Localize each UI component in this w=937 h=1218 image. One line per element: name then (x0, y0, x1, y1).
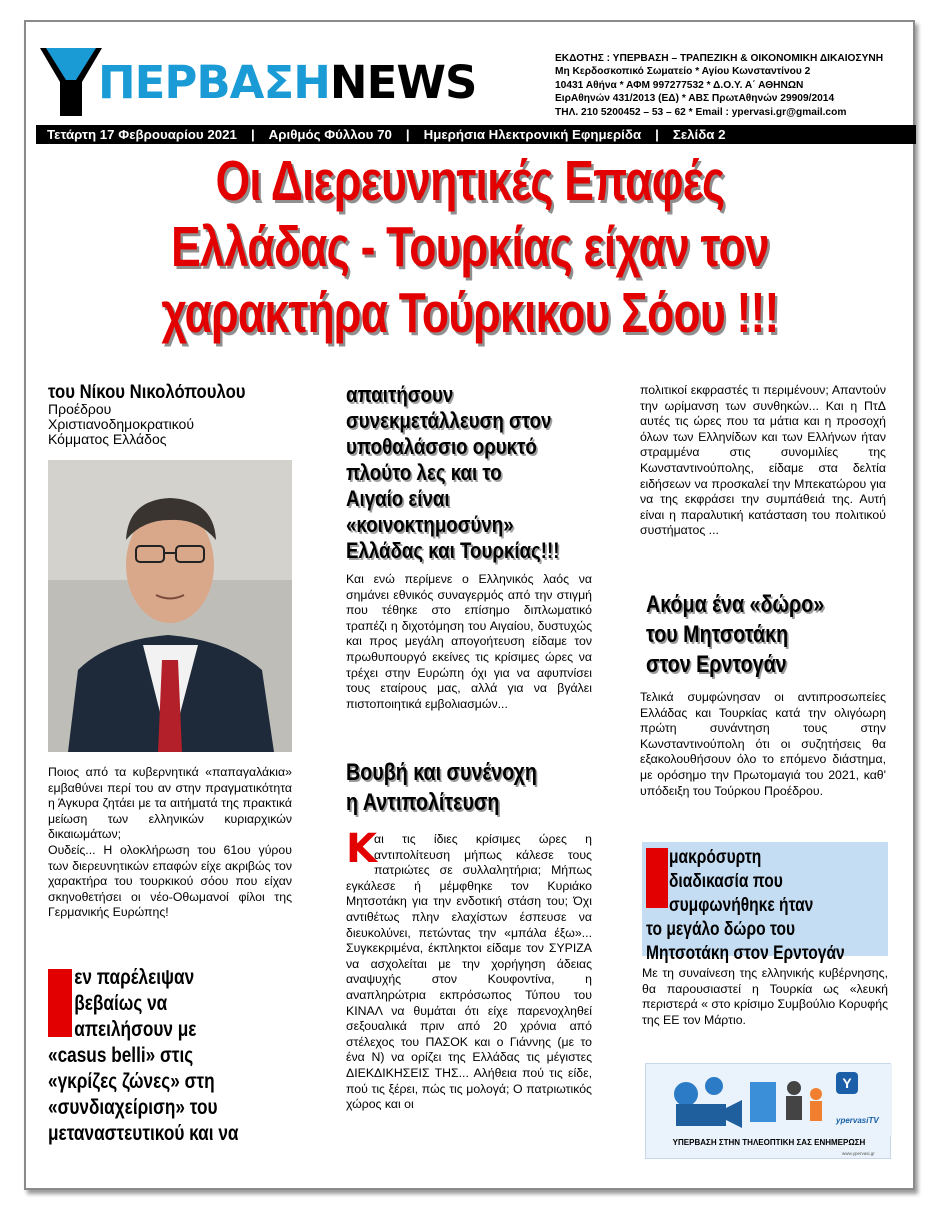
col3-body-1: πολιτικοί εκφραστές τι περιμένουν; Απαντούν την ωρίμανση των συνθηκών... Και η ΠτΔ αυτές τις ώρες που τα μάτια και η προσοχή όλων των Ελληνίδων και των Ελλήνων ήταν στραμμένα στις συνομιλίες της Κωνσταντινούπολης, είδαμε στα δελτία ειδήσεων να προσκαλεί την Μπεκατώρου για να της εκφράσει την συμπάθειά της. Αυτή είναι η παραλυτική κατάσταση του πολιτικού συστήματος ... (640, 383, 886, 538)
publisher-line: ΕιρΑθηνών 431/2013 (ΕΔ) * ΑΒΣ ΠρωτΑθηνών 29909/2014 (555, 93, 835, 105)
col2-subheading (346, 758, 537, 818)
publisher-line: 10431 Αθήνα * ΑΦΜ 997277532 * Δ.Ο.Υ. Α΄ ΑΘΗΝΩΝ (555, 79, 804, 91)
subheading-line: Βουβή και συνένοχη (346, 759, 537, 786)
heading-line: Ελλάδας και Τουρκίας!!! (346, 538, 560, 563)
publisher-line: Μη Κερδοσκοπικό Σωματείο * Αγίου Κωνσταντίνου 2 (555, 66, 811, 78)
heading-line: συνεκμετάλλευση στον (346, 408, 552, 433)
paragraph: Ουδείς... Η ολοκλήρωση του 61ου γύρου των διερευνητικών επαφών είχε ακριβώς τον χαρακτήρα του τουρκικού σόου που είχαν σκηνοθετήσει οι νέο-Οθωμανοί φίλοι της Γερμανικής Ευρώπης! (48, 842, 292, 920)
author-title-line: Χριστιανοδημοκρατικού (48, 416, 194, 432)
headline-line: Ελλάδας - Τουρκίας είχαν τον (171, 215, 769, 279)
page-number: Σελίδα 2 (672, 127, 726, 142)
promo-url: www.ypervasi.gr (842, 1151, 875, 1156)
col3-subheading (646, 590, 824, 680)
heading-line: Αιγαίο είναι (346, 486, 450, 511)
publisher-info (555, 52, 905, 119)
dropcap-line: μεταναστευτικού και να (48, 1122, 239, 1145)
issue-type: Ημερήσια Ηλεκτρονική Εφημερίδα (423, 127, 642, 142)
author-photo (48, 460, 292, 752)
logo-y-icon (36, 44, 106, 116)
col3-body-2: Τελικά συμφώνησαν οι αντιπροσωπείες Ελλάδας και Τουρκίας κατά την ολιγόωρη πρώτη συνάντηση τους στην Κωνσταντινούπολη ότι οι συζητήσεις θα εξακολουθήσουν όλο το επόμενο διάστημα, με ορόσημο την Πρωτομαγιά του 2021, καθ' υπόδειξη του Τούρκου Προέδρου. (640, 690, 886, 798)
dropcap-line: «συνδιαχείριση» του (48, 1096, 218, 1119)
heading-line: υποθαλάσσιο ορυκτό (346, 434, 537, 459)
promo-illustration-icon (646, 1064, 892, 1136)
heading-line: «κοινοκτημοσύνη» (346, 512, 514, 537)
headline-line: χαρακτήρα Τούρκικου Σόου !!! (161, 281, 779, 345)
publisher-line: ΤΗΛ. 210 5200452 – 53 – 62 * Email : ypervasi.gr@gmail.com (555, 106, 847, 118)
col3-body-3: Με τη συναίνεση της ελληνικής κυβέρνησης, θα παρουσιαστεί η Τουρκία ως «λευκή περιστερά « στο κρίσιμο Συμβούλιο Κορυφής της ΕΕ τον Μάρτιο. (642, 966, 888, 1027)
promo-brand: ypervasiTV (836, 1116, 879, 1125)
publisher-line: ΕΚΔΟΤΗΣ : ΥΠΕΡΒΑΣΗ – ΤΡΑΠΕΖΙΚΗ & ΟΙΚΟΝΟΜΙΚΗ ΔΙΚΑΙΟΣΥΝΗ (555, 53, 884, 64)
separator: | (250, 127, 255, 142)
subheading-line: η Αντιπολίτευση (346, 789, 500, 816)
headline-line: Οι Διερευνητικές Επαφές (215, 149, 725, 213)
separator: | (405, 127, 410, 142)
callout-line: το μεγάλο δώρο του (646, 919, 796, 940)
issue-date: Τετάρτη 17 Φεβρουαρίου 2021 (47, 127, 237, 142)
subheading-line: Ακόμα ένα «δώρο» (646, 591, 825, 618)
logo-news-text: NEWS (329, 56, 477, 109)
callout-text (646, 846, 845, 966)
author-title-line: Κόμματος Ελλάδος (48, 431, 167, 447)
callout-line: διαδικασία που (668, 871, 783, 892)
heading-line: απαιτήσουν (346, 382, 454, 407)
author-title (48, 402, 194, 447)
separator: | (655, 127, 659, 142)
callout-line: μακρόσυρτη (668, 847, 762, 868)
author-title-line: Προέδρου (48, 401, 112, 417)
col2-body-2 (346, 826, 592, 1113)
paragraph: Ποιος από τα κυβερνητικά «παπαγαλάκια» εμβαθύνει περί του αν στην πραγματικότητα η Άγκυρα ζητάει με τα αιτήματά της πρακτικά μείωση των ελληνικών κυριαρχικών δικαιωμάτων; (48, 765, 292, 842)
issue-info-bar (36, 125, 916, 144)
issue-number: Αριθμός Φύλλου 70 (268, 127, 392, 142)
heading-line: πλούτο λες και το (346, 460, 502, 485)
callout-line: Μητσοτάκη στον Ερντογάν (646, 943, 845, 964)
subheading-line: στον Ερντογάν (646, 651, 787, 678)
promo-caption: ΥΠΕΡΒΑΣΗ ΣΤΗΝ ΤΗΛΕΟΠΤΙΚΗ ΣΑΣ ΕΝΗΜΕΡΩΣΗ (672, 1138, 866, 1147)
subheading-line: του Μητσοτάκη (646, 621, 789, 648)
dropcap-text (48, 965, 294, 1147)
main-headline (127, 148, 813, 346)
dropcap-letter: Κ (346, 826, 377, 872)
tv-promo-banner[interactable] (645, 1063, 891, 1159)
callout-line: συμφωνήθηκε ήταν (668, 895, 814, 916)
dropcap-line: βεβαίως να (74, 992, 168, 1015)
col2-heading (346, 382, 601, 564)
dropcap-line: «γκρίζες ζώνες» στη (48, 1070, 215, 1093)
masthead-logo[interactable] (36, 44, 491, 118)
col1-body (48, 765, 292, 921)
author-photo-image (48, 460, 292, 752)
callout-box (642, 842, 888, 964)
logo-text (98, 56, 477, 109)
col2-body-2-text: αι τις ίδιες κρίσιμες ώρες η αντιπολίτευση μήπως κάλεσε τους πατριώτες σε συλλαλητήρια; Μήπως εγκάλεσε ή μέμφθηκε τον Κυριάκο Μητσοτάκη για την ενδοτική στάση του; Όχι αντιθέτως πλην ελαχίστων έσπευσε να διευκολύνει, πετώντας την «μπάλα έξω»... Συγκεκριμένα, έκπληκτοι είδαμε τον ΣΥΡΙΖΑ να ασχολείται με την χορήγηση άδειας αναψυχής στον Κουφοντίνα, η αναπληρώτρια εκπρόσωπος Τύπου του ΚΙΝΑΛ να θυμάται ότι είχε παρενοχληθεί σεξουαλικά πριν από 20 χρόνια από στέλεχος του ΠΑΣΟΚ και ο Γιάννης (με το ένα Ν) να ορίζει της Ελλάδας τις μέγιστες ΔΙΕΚΔΙΚΗΣΕΙΣ ΤΗΣ... Αλήθεια πού τις είδε, πού τις ξέρει, πώς τις μολογά; Ο πατριωτικός χώρος και οι (346, 832, 592, 1112)
col1-dropcap-block (48, 965, 298, 1147)
svg-text:Y: Y (842, 1075, 852, 1091)
dropcap-line: εν παρέλειψαν (74, 966, 195, 989)
col2-body-1: Και ενώ περίμενε ο Ελληνικός λαός να σημάνει εθνικός συναγερμός από την στιγμή που τέθηκε στο επίσημο διπλωματικό τραπέζι η διχοτόμηση του Αιγαίου, δυστυχώς και προς μεγάλη απογοήτευση είδαμε τον πρωθυπουργό εκείνες τις κρίσιμες ώρες να τρέχει στην Ευρώπη όχι για να αφυπνίσει τους εταίρους μας, αλλά για να βγάλει πιστοποιητικά εμβολιασμών... (346, 572, 592, 711)
logo-main-text: ΠΕΡΒΑΣΗ (98, 56, 330, 109)
author-name: του Νίκου Νικολόπουλου (48, 382, 246, 403)
dropcap-line: απειλήσουν με (74, 1018, 197, 1041)
dropcap-line: «casus belli» στις (48, 1044, 194, 1067)
